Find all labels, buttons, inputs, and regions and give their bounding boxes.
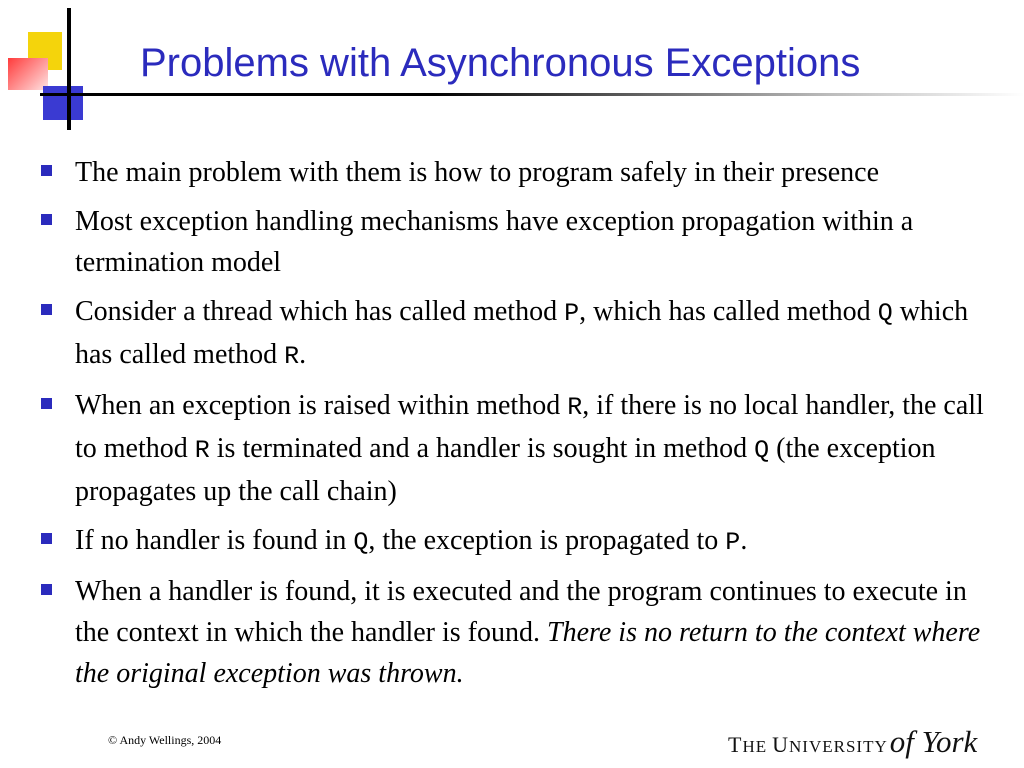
square-bullet-icon — [41, 398, 52, 409]
bullet-text: , which has called method — [579, 296, 878, 327]
code-identifier: R — [567, 393, 583, 422]
bullet-text: is terminated and a handler is sought in method — [209, 433, 755, 464]
bullet-item — [38, 201, 998, 283]
copyright-text: © Andy Wellings, 2004 — [108, 733, 222, 747]
title-underline — [40, 93, 1024, 96]
bullet-item — [38, 571, 998, 694]
bullet-text: . — [299, 339, 307, 370]
code-identifier: R — [284, 342, 300, 371]
bullet-text: If no handler is found in — [75, 525, 354, 556]
square-bullet-icon — [41, 304, 52, 315]
bullet-text: Most exception handling mechanisms have exception propagation within a termination model — [75, 206, 914, 278]
square-bullet-icon — [41, 165, 52, 176]
bullet-text: There is no return to the context where the original exception was thrown. — [75, 617, 981, 689]
bullet-list — [38, 152, 998, 702]
university-of-york-logo — [728, 724, 977, 766]
bullet-text: which has called method — [75, 296, 969, 370]
bullet-text: (the exception propagates up the call chain) — [75, 433, 936, 507]
code-identifier: Q — [353, 528, 369, 557]
logo-the-initial: T — [728, 732, 743, 757]
red-square — [8, 58, 48, 90]
code-identifier: Q — [754, 436, 770, 465]
square-bullet-icon — [41, 584, 52, 595]
bullet-text: The main problem with them is how to program safely in their presence — [75, 157, 880, 188]
logo-the-rest: HE — [742, 737, 768, 756]
bullet-text: , if there is no local handler, the call to method — [75, 390, 984, 464]
blue-square — [43, 86, 83, 120]
logo-script: of York — [889, 724, 978, 759]
bullet-text: When a handler is found, it is executed and the program continues to execute in the context in which the handler is found. — [75, 576, 967, 648]
bullet-item — [38, 385, 998, 512]
code-identifier: R — [194, 436, 210, 465]
bullet-item — [38, 291, 998, 377]
slide-title: Problems with Asynchronous Exceptions — [140, 41, 861, 85]
vertical-rule — [67, 8, 71, 130]
code-identifier: P — [564, 299, 580, 328]
code-identifier: P — [725, 528, 741, 557]
logo-university-initial: U — [772, 732, 790, 757]
bullet-text: When an exception is raised within method — [75, 390, 568, 421]
logo-university-rest: NIVERSITY — [789, 737, 888, 756]
bullet-item — [38, 520, 998, 563]
bullet-item — [38, 152, 998, 193]
square-bullet-icon — [41, 214, 52, 225]
bullet-text: , the exception is propagated to — [368, 525, 726, 556]
square-bullet-icon — [41, 533, 52, 544]
bullet-text: Consider a thread which has called method — [75, 296, 565, 327]
code-identifier: Q — [877, 299, 893, 328]
bullet-text: . — [740, 525, 748, 556]
